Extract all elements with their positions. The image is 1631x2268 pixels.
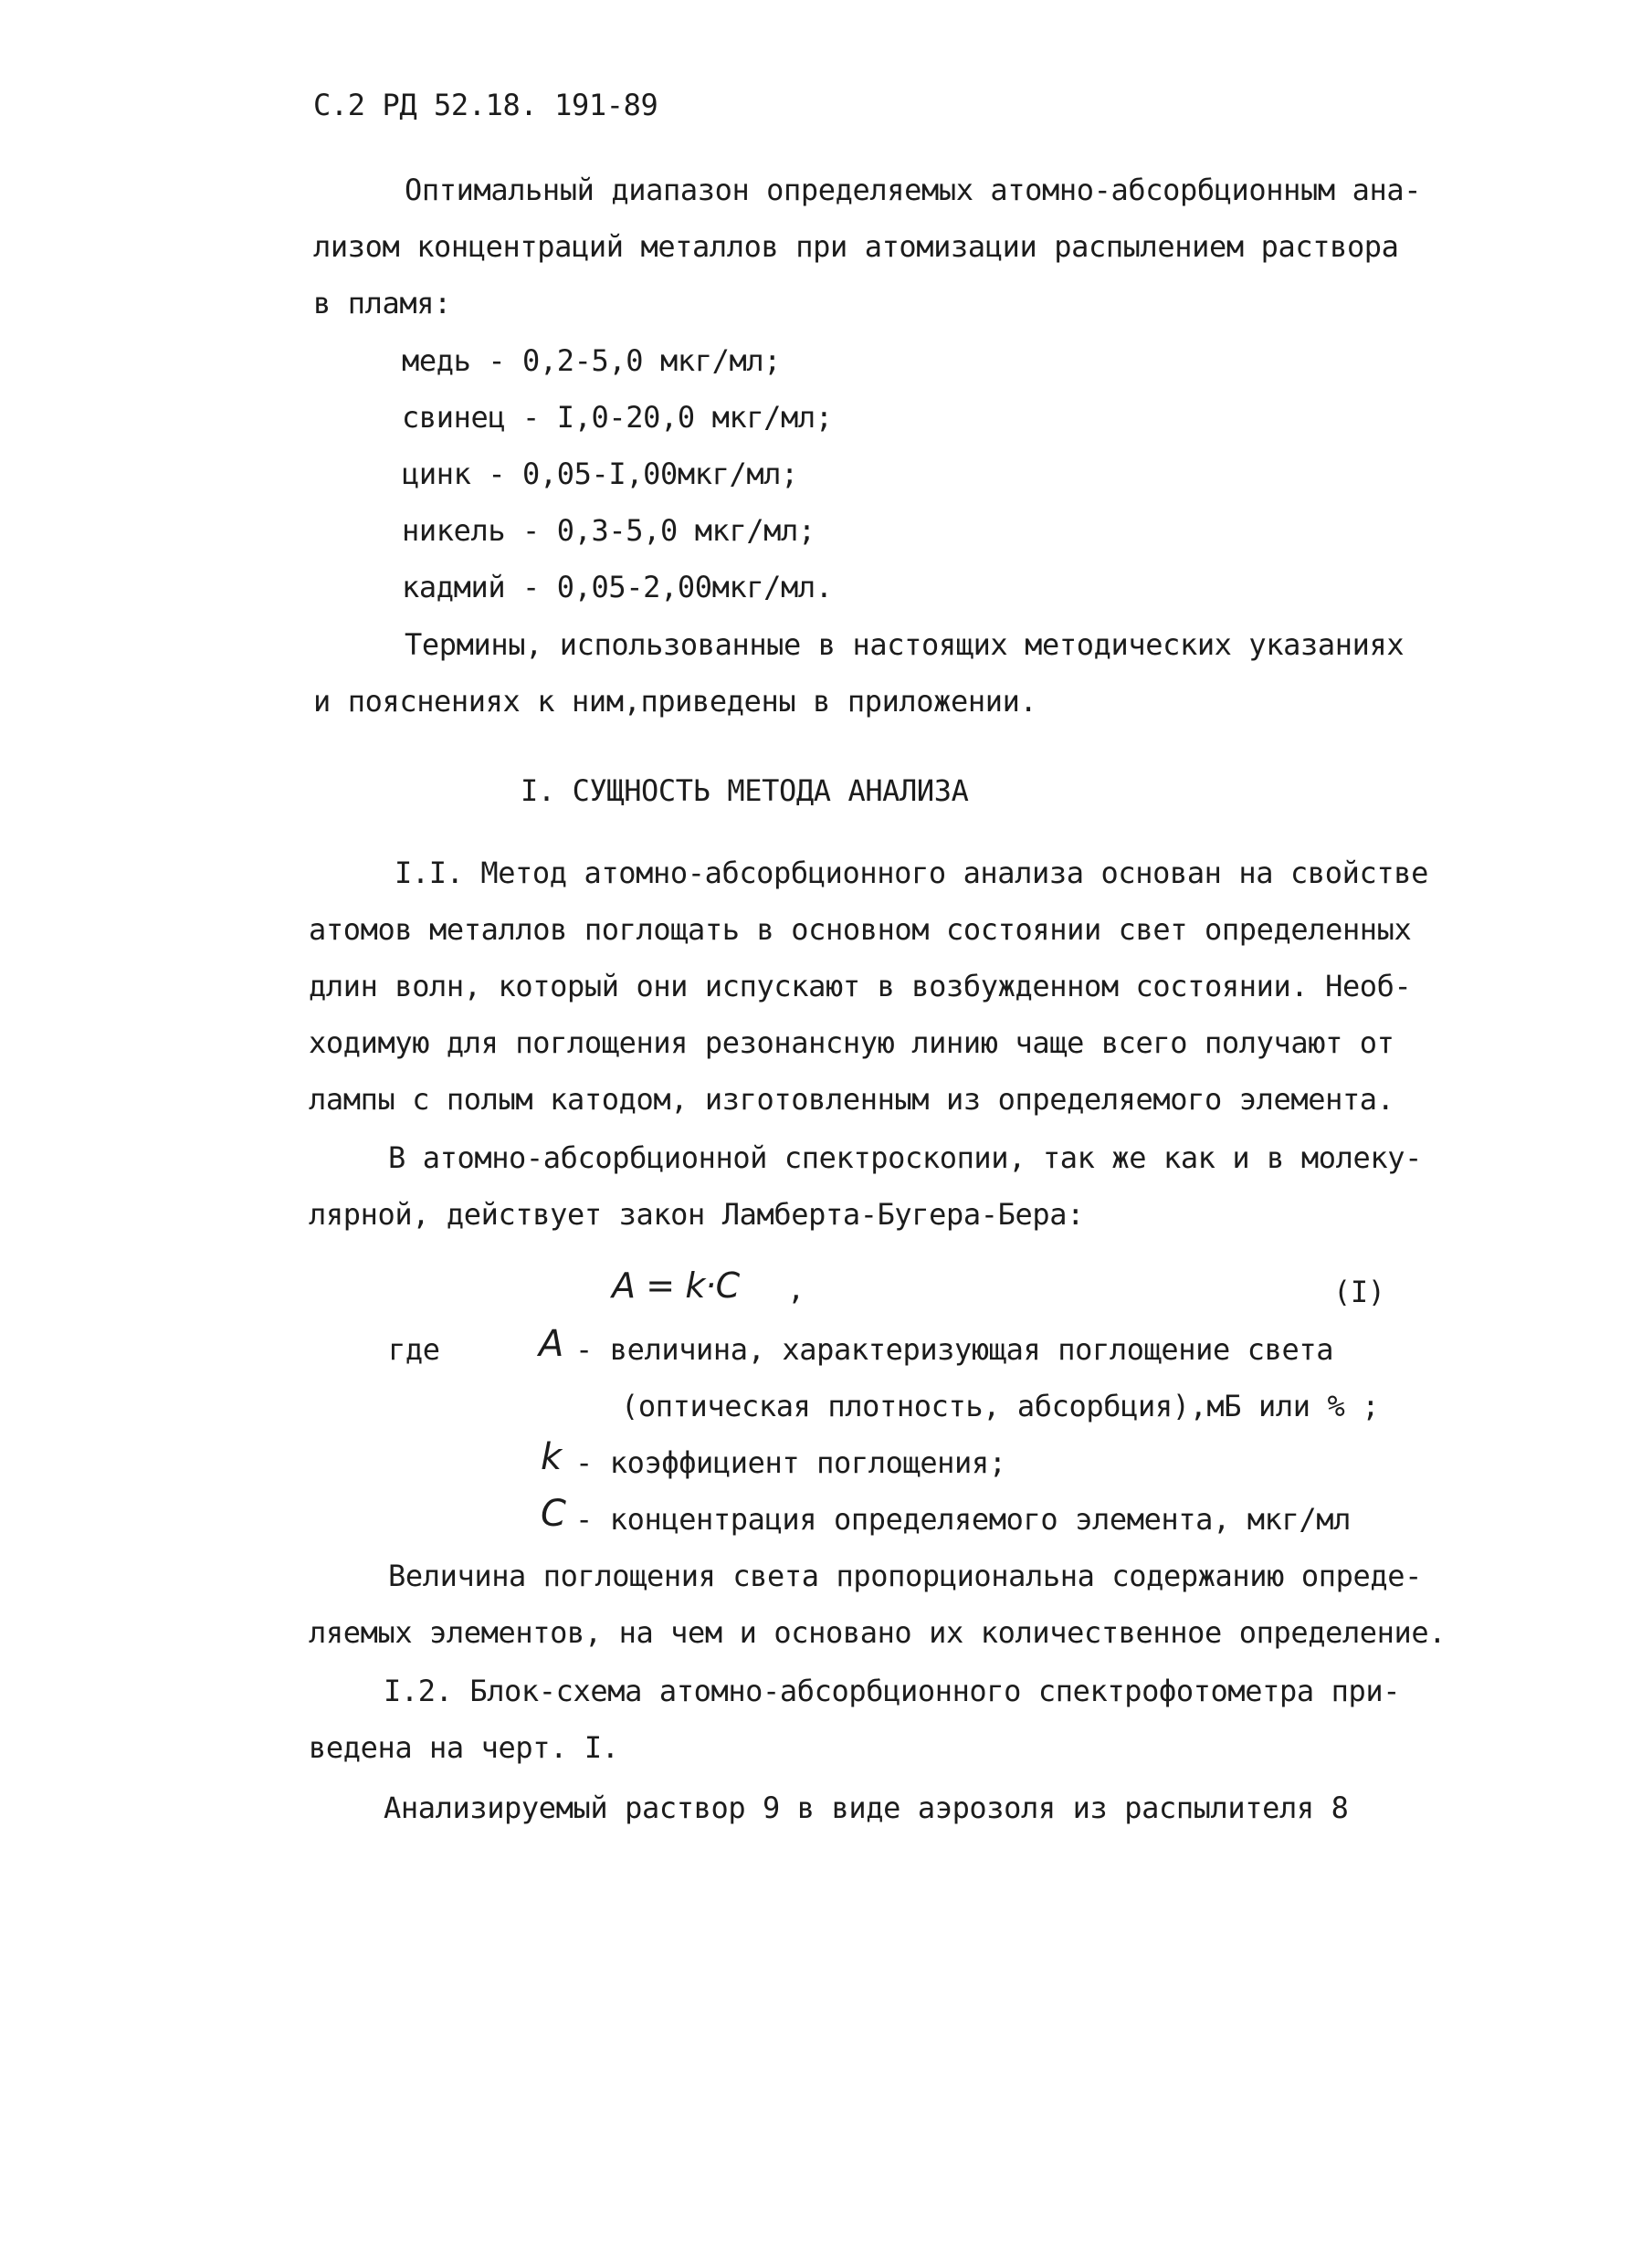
metal-range-cadmium: кадмий - 0,05-2,00мкг/мл. [402,570,833,604]
proportional-line-2: ляемых элементов, на чем и основано их количественное определение. [309,1615,1447,1650]
where-word: где [388,1332,440,1367]
symbol-a: A [539,1323,563,1365]
intro-line-3: в пламя: [313,286,451,320]
symbol-k: k [541,1436,562,1478]
paragraph-1-1-line-3: длин волн, который они испускают в возбужденном состоянии. Необ- [309,969,1412,1003]
proportional-line-1: Величина поглощения света пропорциональна содержанию опреде- [388,1559,1422,1593]
terms-line-2: и пояснениях к ним,приведены в приложении. [313,684,1037,719]
intro-line-2: лизом концентраций металлов при атомизации распылением раствора [313,229,1399,264]
paragraph-1-2-line-1: I.2. Блок-схема атомно-абсорбционного спектрофотометра при- [384,1674,1401,1708]
law-line-2: лярной, действует закон Ламберта-Бугера-Бера: [309,1197,1084,1232]
section-title: I. СУЩНОСТЬ МЕТОДА АНАЛИЗА [521,773,969,808]
definition-c: - концентрация определяемого элемента, мкг/мл [575,1502,1351,1537]
metal-range-nickel: никель - 0,3-5,0 мкг/мл; [402,513,816,548]
metal-range-zinc: цинк - 0,05-I,00мкг/мл; [402,457,798,491]
definition-a-continued: (оптическая плотность, абсорбция),мБ или % ; [621,1389,1380,1423]
page-header: С.2 РД 52.18. 191-89 [313,88,658,122]
paragraph-1-1-line-2: атомов металлов поглощать в основном состоянии свет определенных [309,912,1412,947]
definition-k: - коэффициент поглощения; [575,1445,1006,1480]
formula-expression: A = k·C [612,1265,740,1306]
metal-range-copper: медь - 0,2-5,0 мкг/мл; [402,343,782,378]
definition-a: - величина, характеризующая поглощение света [575,1332,1334,1367]
law-line-1: В атомно-абсорбционной спектроскопии, так же как и в молеку- [388,1140,1422,1175]
formula-comma: , [787,1272,805,1307]
paragraph-1-2-line-2: ведена на черт. I. [309,1730,619,1765]
terms-line-1: Термины, использованные в настоящих методических указаниях [405,627,1405,662]
paragraph-1-1-line-1: I.I. Метод атомно-абсорбционного анализа основан на свойстве [395,856,1428,890]
formula-number: (I) [1333,1275,1385,1309]
metal-range-lead: свинец - I,0-20,0 мкг/мл; [402,400,833,435]
symbol-c: C [541,1493,566,1535]
intro-line-1: Оптимальный диапазон определяемых атомно-абсорбционным ана- [405,173,1422,207]
paragraph-1-1-line-4: ходимую для поглощения резонансную линию чаще всего получают от [309,1025,1394,1060]
last-line: Анализируемый раствор 9 в виде аэрозоля из распылителя 8 [384,1790,1349,1825]
paragraph-1-1-line-5: лампы с полым катодом, изготовленным из определяемого элемента. [309,1082,1394,1117]
